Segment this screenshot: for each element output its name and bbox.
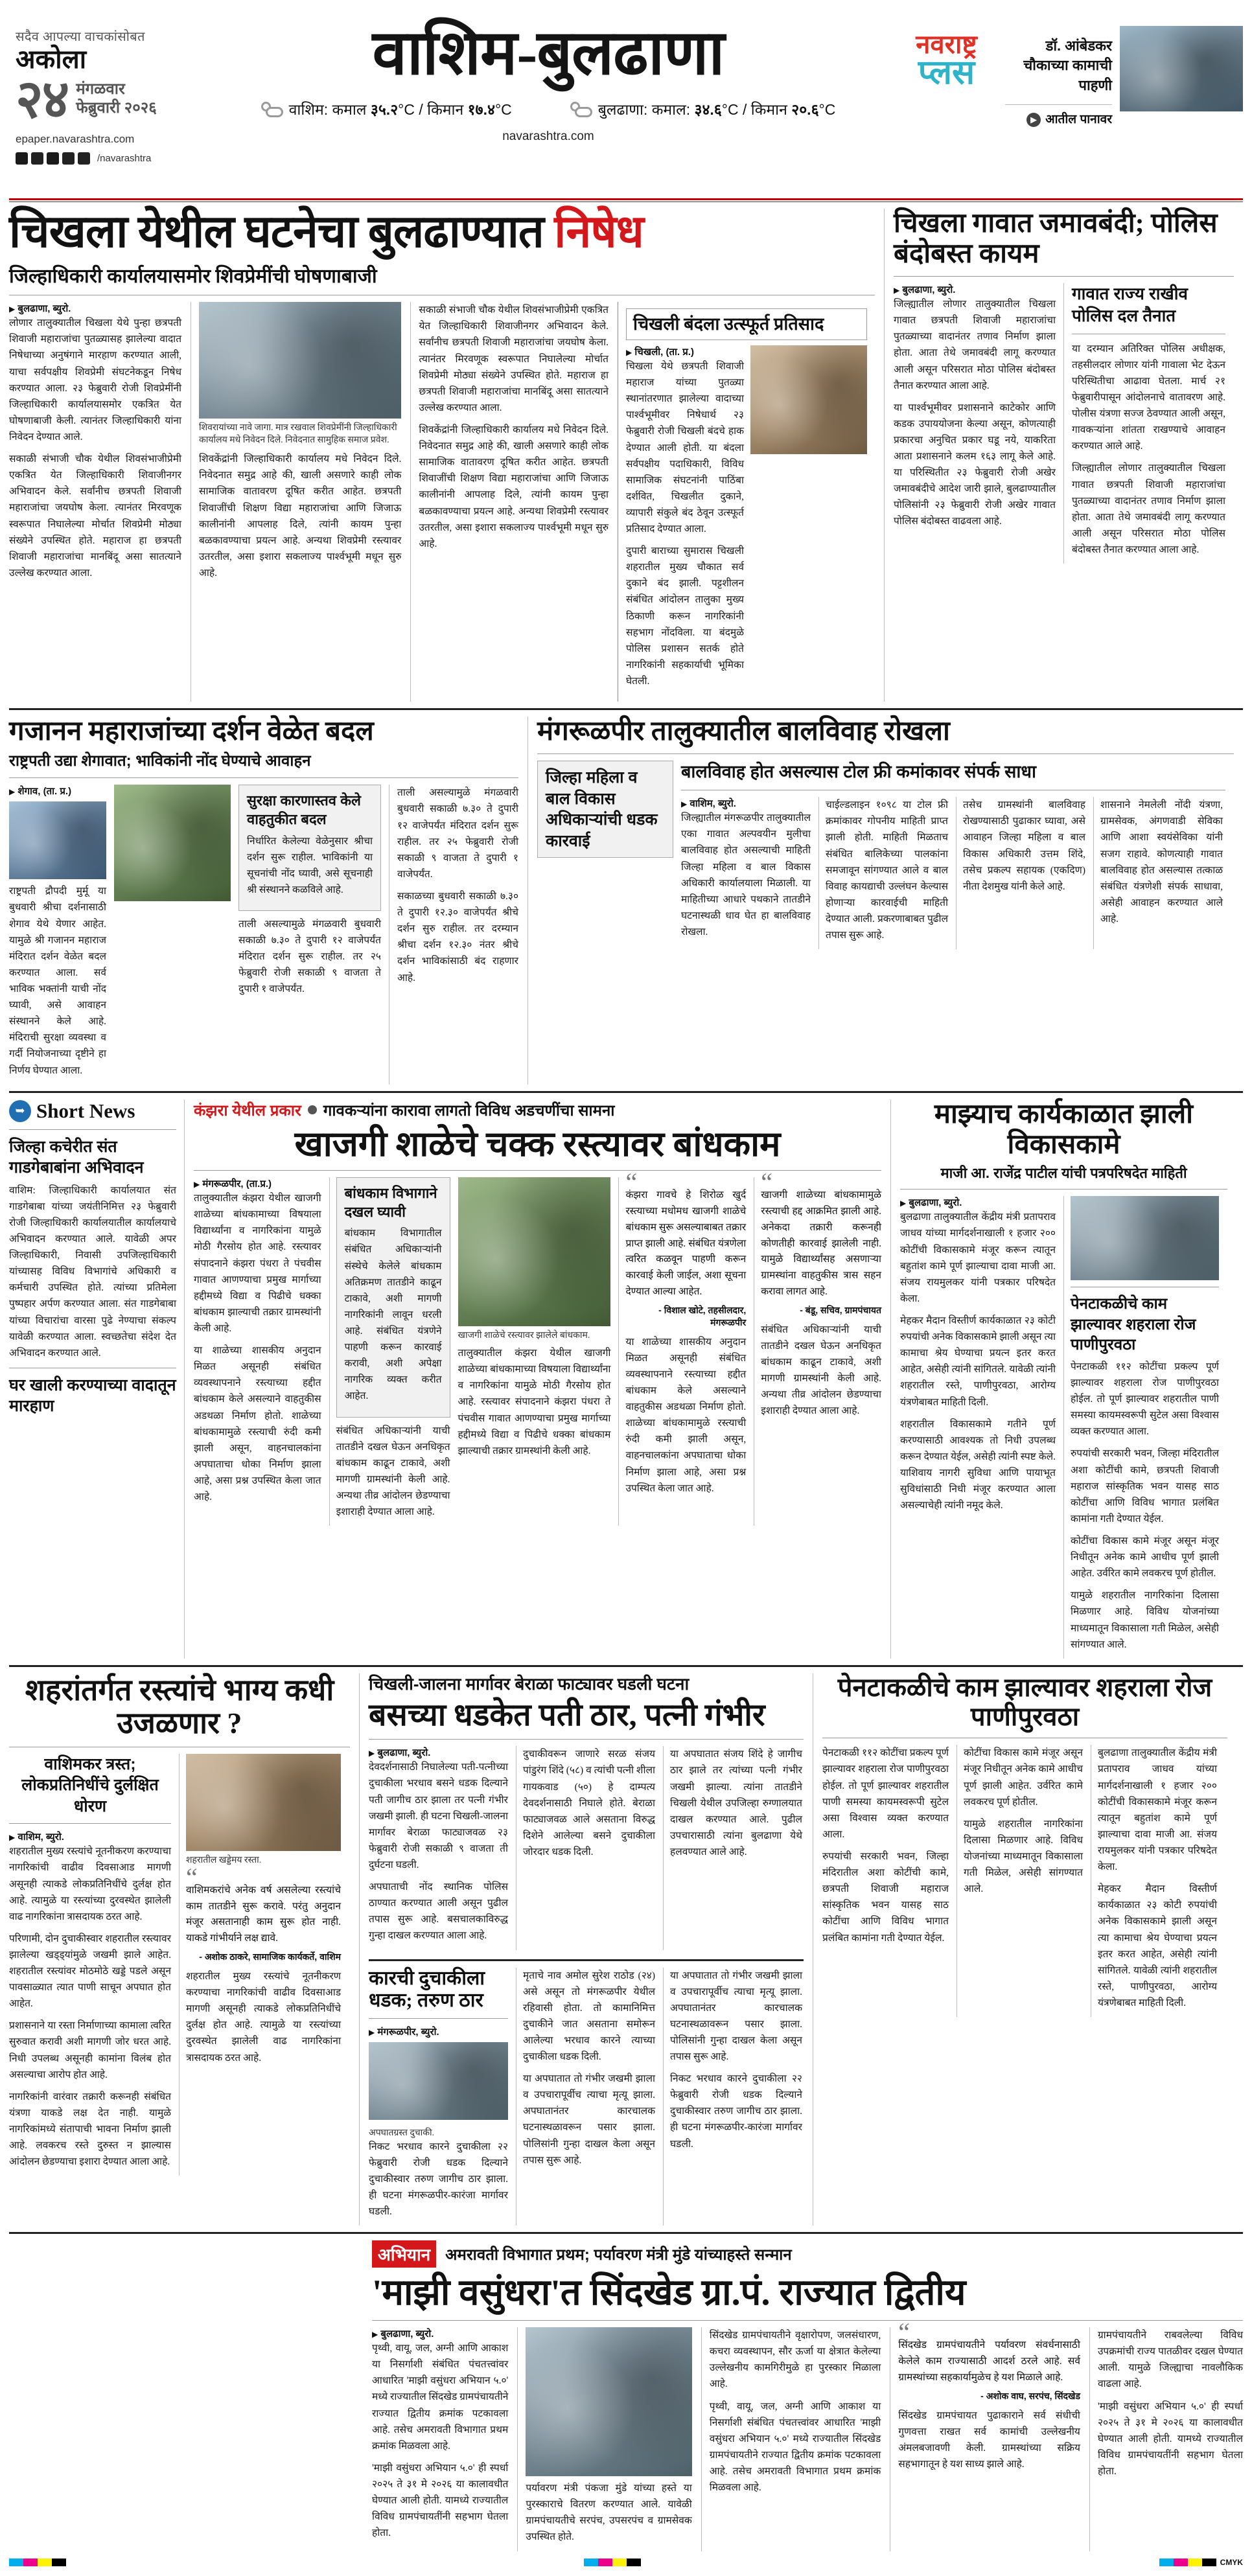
social-links[interactable] — [16, 152, 203, 165]
khajagi-quote-1 — [618, 1167, 747, 1526]
weather-unit-3: °C — [721, 101, 739, 118]
quote-open-icon-2: “ — [761, 1167, 772, 1197]
bus-section — [359, 1673, 813, 2226]
abhiyan-side-para-2: रुपयांची सरकारी भवन, जिल्हा मंदिरातील अशा कोटींची कामे, छत्रपती शिवाजी महाराज सांस्कृतिक भवन यासह साठ कोटींचा आणि विविध भागात प्रलंबित कामांना गती देण्यात येईल. — [822, 1851, 949, 1944]
masthead-tagline: सदैव आपल्या वाचकांसोबत — [16, 30, 145, 44]
abhiyan-headline: 'माझी वसुंधरा'त सिंदखेड ग्रा.पं. राज्यात द्वितीय — [372, 2273, 966, 2314]
abhiyan-quote: सिंदखेड ग्रामपंचायतीने पर्यावरण संवर्धनासाठी केलेले काम राज्यासाठी आदर्श ठरले आहे. सर्व ग्रामस्थांच्या सहकार्यामुळेच हे यश मिळाले आहे. — [898, 2340, 1080, 2383]
vikas-sub-para-3: कोटींचा विकास कामे मंजूर असून मंजूर निधीतून अनेक कामे आधीच पूर्ण झाली आहेत. उर्वरित कामे लवकरच पूर्ण होतील. — [1071, 1535, 1219, 1580]
short-news-item-2-title: घर खाली करण्याच्या वादातून मारहाण — [9, 1375, 176, 1416]
rastyanche-col-2 — [179, 1754, 341, 2176]
balvivah-byline-text: वाशिम, ब्युरो. — [690, 798, 736, 810]
rastyanche-quote: वाशिमकरांचे अनेक वर्ष असलेल्या रस्त्यांचे काम तातडीने सुरू करावे. परंतु अनुदान मंजूर असतानाही काम सुरू होत नाही. याकडे गांभीर्याने लक्ष द्यावे. — [186, 1884, 341, 1944]
sun-cloud-icon-2 — [570, 100, 592, 117]
balvivah-subhead: बालविवाह होत असल्यास टोल फ्री कमांकावर संपर्क साधा — [681, 762, 1036, 782]
inner-page-link[interactable] — [1005, 104, 1112, 128]
vikas-right-headline: पेनटाकळीचे काम झाल्यावर शहराला रोज पाणीपुरवठा — [837, 1672, 1212, 1731]
balvivah-byline: ▶ वाशिम, ब्युरो. — [681, 798, 736, 810]
bus-kar-divider — [369, 1959, 804, 1961]
khajagi-para-4: तालुक्यातील कंझरा येथील खाजगी शाळेच्या बांधकामाच्या विषयाला विद्यार्थ्यांना व नागरिकांना यामुळे मोठी गैरसोय होत आहे. रस्त्यावर संपादनाने कंझरा पंधरा ते पंचवीस गावात आणण्याचा प्रमुख मार्गाच्या हद्दीमध्ये विद्या व पिढीचे धक्का बांधकाम झाल्याची तक्रार ग्रामस्थांनी केली आहे. — [458, 1348, 611, 1456]
cmyk-bar-center — [584, 2559, 641, 2566]
abhiyan-quote-col — [890, 2317, 1080, 2551]
khajagi-kicker-rest: गावकऱ्यांना कारावा लागतो विविध अडचणींचा सामना — [323, 1101, 615, 1120]
quote-open-icon-4: “ — [898, 2317, 910, 2347]
cmyk-label: CMYK — [1220, 2557, 1243, 2567]
navarashtra-plus-logo — [893, 26, 1000, 89]
gajanan-subhead: राष्ट्रपती उद्या शेगावात; भाविकांनी नोंद घेण्याचे आवाहन — [9, 752, 311, 770]
box-chikhli-para-1: चिखला येथे छत्रपती शिवाजी महाराज यांच्या पुतळ्या स्थानांतरणात झालेल्या वादाच्या पार्श्वभूमीवर निषेधार्थ २३ फेब्रुवारी रोजी चिखली बंदचे हाक देण्यात आली होती. या बंदला सर्वपक्षीय पदाधिकारी, विविध सामाजिक संघटनांनी पाठिंबा दर्शवित, चिखलीत दुकाने, व्यापारी संकुले बंद ठेवून उत्स्फूर्त प्रतिसाद देण्यात आला. — [626, 360, 744, 535]
abhiyan-right-col — [813, 1673, 1227, 2226]
weather-min-label-2: किमान — [750, 101, 787, 118]
vikas-sub-para-4: यामुळे शहरातील नागरिकांना दिलासा मिळणार आहे. विविध योजनांच्या माध्यमातून विकासाला गती मिळेल, असेही सांगण्यात आले. — [1071, 1590, 1219, 1650]
abhiyan-header — [372, 2240, 1243, 2268]
row-2 — [9, 717, 1243, 1085]
bullet-icon — [308, 1105, 317, 1114]
masthead-left — [9, 14, 203, 165]
masthead-divider-red — [9, 198, 1243, 200]
vikas-col-1 — [900, 1196, 1056, 1658]
bus-para-4: या अपघातात संजय शिंदे हे जागीच ठार झाले तर त्यांच्या पत्नी गंभीर जखमी झाल्या. त्यांना तातडीने चिखली येथील उपजिल्हा रुग्णालयात दाखल करण्यात आले. पुढील उपचारासाठी त्यांना बुलढाणा येथे हलवण्यात आले आहे. — [670, 1749, 802, 1857]
rastyanche-photo — [186, 1754, 341, 1851]
gajanan-col3-text: ताली असल्यामुळे मंगळवारी बुधवारी सकाळी ७.३० ते दुपारी १२ वाजेपर्यंत मंदिरात दर्शन सुरू राहील. तर २५ फेब्रुवारी रोजी सकाळी ९ वाजता ते दुपारी १ वाजेपर्यंत. — [238, 918, 381, 995]
weather-strip — [203, 98, 893, 119]
cmyk-m — [23, 2559, 38, 2566]
bus-byline-text: बुलढाणा, ब्युरो. — [377, 1747, 431, 1759]
gajanan-col4-text-2: सकाळच्या बुधवारी सकाळी ७.३० ते दुपारी १२.३० वाजेपर्यंत श्रीचे दर्शन सुरु राहील. तर दरम्यान श्रीचा दर्शन १२.३० नंतर श्रीचे दर्शन भाविकांसाठी बंद राहणार आहे. — [397, 891, 518, 983]
balvivah-section — [527, 717, 1234, 1085]
weather-min-2: २०.६ — [791, 101, 819, 118]
vikas-sub-headline: पेनटाकळीचे काम झाल्यावर शहराला रोज पाणीपुरवठा — [1071, 1295, 1196, 1353]
vikas-para-2: मेहकर मैदान विस्तीर्ण कार्यकाळात २३ कोटी रुपयांची अनेक विकासकामे झाली असून त्या कामाचा श्रेय घेण्याचा प्रयत्न इतर करत आहेत, असेही त्यांनी सांगितले. यावेळी त्यांनी शहरातील रस्ते, पाणीपुरवठा, आरोग्य यंत्रणेबाबत माहिती दिली. — [900, 1315, 1056, 1408]
weather-unit: °C — [398, 101, 415, 118]
gajanan-subbox-body: निर्धारित केलेल्या वेळेनुसार श्रीचा दर्शन सुरू राहील. भाविकांनी या सूचनांची नोंद घ्यावी, असे सूचनाही श्री संस्थानने कळविले आहे. — [247, 835, 373, 895]
khajagi-subbox-title: बांधकाम विभागाने दखल घ्यावी — [344, 1185, 437, 1220]
balvivah-para-4: शासनाने नेमलेली नोंदी यंत्रणा, ग्रामसेवक, अंगणवाडी सेविका आणि आशा स्वयंसेविका यांनी सजग राहावे. कोणत्याही गावात बालविवाह होत असल्यास तत्काळ संबंधित यंत्रणेशी संपर्क साधावा, असेही आवाहन करण्यात आले आहे. — [1100, 799, 1223, 925]
rastyanche-headline: शहरांतर्गत रस्त्यांचे भाग्य कधी उजळणार ? — [25, 1673, 334, 1740]
lead-row — [9, 209, 1243, 702]
right-top-headline: चिखला गावात जमावबंदी; पोलिस बंदोबस्त कायम — [894, 209, 1218, 270]
short-news-arrow-icon: ➥ — [9, 1100, 31, 1122]
lead-para-1: लोणार तालुक्यातील चिखला येथे पुन्हा छत्रपती शिवाजी महाराजांचा पुतळ्यासह झालेल्या वादात निषेधाच्या अनुषंगाने मारहाण करण्यात आली, याचा सर्वपक्षीय शिवप्रेमी संघटनेकडून निषेध करण्यात आला. २३ फेब्रुवारी रोजी शिवप्रेमींनी जिल्हाधिकारी कार्यालयासमोर एकत्रित येत घोषणाबाजी केली. त्यानंतर जिल्हाधिकारी यांना निवेदन देण्यात आले. — [9, 317, 182, 443]
box-chikhli-byline: ▶ चिखली, (ता. प्र.) — [626, 346, 694, 358]
khajagi-quote-2 — [754, 1167, 882, 1526]
kar-col-1 — [369, 1968, 508, 2226]
weather-city-label-2: बुलढाणा: कमाल: — [597, 101, 691, 118]
lead-headline-red: निषेध — [554, 207, 643, 257]
gajanan-section — [9, 717, 527, 1085]
cmyk-bar-right — [1159, 2558, 1243, 2567]
bus-para-3: दुचाकीवरून जाणारे सरळ संजय पांडुरंग शिंदे (५८) व त्यांची पत्नी शीला गायकवाड (५०) हे दाम्पत्य देवदर्शनासाठी निघाले होते. बेराळा फाट्याजवळ आले असताना विरुद्ध दिशेने आलेल्या बसने दुचाकीला जोरदार धडक दिली. — [523, 1749, 655, 1857]
lead-left — [9, 209, 884, 702]
rastyanche-photo-caption: शहरातील खड्डेमय रस्ता. — [186, 1855, 262, 1865]
khajagi-quote-2-text: खाजगी शाळेच्या बांधकामामुळे रस्त्याची हद्द आक्रमित झाली आहे. अनेकदा तक्रारी करूनही कोणतीही कारवाई झालेली नाही. यामुळे विद्यार्थ्यांसह असणाऱ्या ग्रामस्थांना वाहतुकीस त्रास सहन करावा लागत आहे. — [761, 1190, 882, 1297]
abhiyan-para-6: सिंदखेड ग्रामपंचायत पुढाकाराने सर्व संधीची गुणवत्ता राखत सर्व कामांची उल्लेखनीय अंमलबजावणी केली. ग्रामस्थांच्या सक्रिय सहभागातून हे यश साध्य झाले आहे. — [898, 2409, 1080, 2470]
khajagi-byline: ▶ मंगरूळपीर, (ता.प्र.) — [194, 1179, 272, 1190]
bus-headline: बसच्या धडकेत पती ठार, पत्नी गंभीर — [369, 1697, 765, 1732]
khajagi-col-2 — [329, 1177, 450, 1526]
cmyk-c — [9, 2559, 23, 2566]
lead-photo-1 — [199, 302, 401, 419]
vikas-photo — [1071, 1196, 1219, 1280]
sun-cloud-icon — [261, 100, 283, 117]
bus-kicker: चिखली-जालना मार्गावर बेराळा फाट्यावर घडली घटना — [369, 1673, 690, 1694]
box-chikhli-byline-text: चिखली, (ता. प्र.) — [634, 346, 694, 358]
cmyk-y — [38, 2559, 52, 2566]
rastyanche-section — [9, 1673, 359, 2226]
right-top-byline: ▶ बुलढाणा, ब्युरो. — [894, 284, 956, 296]
khajagi-para-1: तालुक्यातील कंझरा येथील खाजगी शाळेच्या बांधकामाच्या विषयाला विद्यार्थ्यांना व नागरिकांना यामुळे मोठी गैरसोय होत आहे. रस्त्यावर संपादनाने कंझरा पंधरा ते पंचवीस गावात आणण्याचा प्रमुख मार्गाच्या हद्दीमध्ये विद्या व पिढीचे धक्का बांधकाम झाल्याची तक्रार ग्रामस्थांनी केली आहे. — [194, 1193, 321, 1335]
balvivah-para-1: जिल्ह्यातील मंगरूळपीर तालुक्यातील एका गावात अल्पवयीन मुलीचा बालविवाह होत असल्याची माहिती जिल्हा महिला व बाल विकास अधिकारी कार्यालयाला मिळाली. या माहितीच्या आधारे पथकाने तातडीने घटनास्थळी धाव घेत हा बालविवाह रोखला. — [681, 812, 811, 938]
lead-col3-para-2: शिवकेंद्रांनी जिल्हाधिकारी कार्यालय मधे निवेदन दिले. निवेदनात समुद्र आहे की, खाली असणारे काही लोक सामाजिक वातावरण दूषित करीत आहेत. छत्रपती शिवाजींची शिक्षण विद्या महाराजांचा आणि जिजाऊ कालीनांनी आपलाह दिले, त्यांनी कायम पुन्हा बळकावण्याचा प्रयत्न आहे. अन्यथा शिवप्रेमी रस्त्यावर उतरतील, असा इशारा सकलाज्य पार्श्वभूमी मधून सुरु आहे. — [419, 424, 609, 549]
gajanan-byline-text: शेगाव, (ता. प्र.) — [17, 786, 72, 798]
lead-byline: ▶ बुलढाणा, ब्युरो. — [9, 303, 71, 315]
abhiyan-photo — [526, 2327, 691, 2476]
kar-col-2 — [516, 1968, 655, 2226]
khajagi-quote-2-attr: - बंडू, सचिव, ग्रामपंचायत — [800, 1304, 882, 1315]
lead-para-2: सकाळी संभाजी चौक येथील शिवसंभाजीप्रेमी एकत्रित येत जिल्हाधिकारी शिवाजीनगर अभिवादन केले. सर्वांनीच छत्रपती शिवाजी महाराजांचा जयघोष केला. त्यानंतर मिरवणूक स्वरूपात निघालेल्या मोर्चात शिवप्रेमी मोठ्या संख्येने उपस्थित होते. महाराज हा छत्रपती शिवाजी महाराजांचा मानबिंदू असा सातत्याने उल्लेख करण्यात आला. — [9, 454, 182, 579]
balvivah-para-2: चाईल्डलाइन १०९८ या टोल फ्री क्रमांकावर गोपनीय माहिती प्राप्त झाली होती. माहिती मिळताच संबंधित बालिकेच्या पालकांना समजावून सांगण्यात आले व बाल विवाह कायद्याची उल्लंघन केल्यास होणाऱ्या कारवाईची माहिती देण्यात आली. प्रकरणाबाबत पुढील तपास सुरू आहे. — [826, 799, 948, 941]
lead-col2-para: शिवकेंद्रांनी जिल्हाधिकारी कार्यालय मधे निवेदन दिले. निवेदनात समुद्र आहे की, खाली असणारे काही लोक सामाजिक वातावरण दूषित करीत आहेत. छत्रपती शिवाजींची शिक्षण विद्या महाराजांचा आणि जिजाऊ कालीनांनी आपलाह दिले, त्यांनी कायम पुन्हा बळकावण्याचा प्रयत्न आहे. अन्यथा शिवप्रेमी रस्त्यावर उतरतील, असा इशारा सकलाज्य पार्श्वभूमी मधून सुरु आहे. — [199, 454, 402, 579]
date-year: २०२६ — [124, 99, 157, 117]
abhiyan-para-3: पर्यावरण मंत्री पंकजा मुंडे यांच्या हस्ते या पुरस्काराचे वितरण करण्यात आले. यावेळी ग्रामपंचायतीचे सरपंच, उपसरपंच व ग्रामसेवक उपस्थित होते. — [526, 2483, 692, 2543]
date-month-year — [76, 98, 156, 117]
abhiyan-para-8: 'माझी वसुंधरा अभियान ५.०' ही स्पर्धा २०२५ ते ३१ मे २०२६ या कालावधीत घेण्यात आली होती. यामध्ये राज्यातील विविध ग्रामपंचायतींनी सहभाग घेतला होता. — [1097, 2400, 1243, 2478]
masthead-city: अकोला — [16, 45, 87, 74]
rastyanche-para-5: शहरातील मुख्य रस्त्यांचे नूतनीकरण करण्याचा नागरिकांची वाढीव दिवसाआड मागणी असूनही त्याकडे लोकप्रतिनिधींचे दुर्लक्ष होत आहे. त्यामुळे या रस्त्यांच्या दुरवस्थेत झालेली वाढ नागरिकांना त्रासदायक ठरत आहे. — [186, 1970, 341, 2064]
right-top-para-4: जिल्ह्यातील लोणार तालुक्यातील चिखला गावात छत्रपती शिवाजी महाराजांचा पुतळ्याच्या वादानंतर तणाव निर्माण झाला होता. आता तेथे जमावबंदी लागू करण्यात आली असून परिसरात मोठा पोलिस बंदोबस्त तैनात करण्यात आला आहे. — [1072, 463, 1225, 555]
rastyanche-para-2: परिणामी, दोन दुचाकीस्वार शहरातील रस्त्यावर झालेल्या खड्ड्यांमुळे जखमी झाले आहेत. शहरातील रस्त्यांवर मोठमोठे खड्डे पडले असून पावसाळ्यात त्यात पाणी साचून अपघात होत आहेत. — [9, 1933, 171, 2010]
abhiyan-side-para-4: यामुळे शहरातील नागरिकांना दिलासा मिळणार आहे. विविध योजनांच्या माध्यमातून विकासाला गती मिळेल, असेही सांगण्यात आले. — [964, 1818, 1083, 1895]
weather-min: १७.४ — [467, 101, 495, 118]
short-news-section — [9, 1099, 184, 1659]
lead-headline — [9, 209, 875, 257]
khajagi-subbox-body: बांधकाम विभागातील संबंधित अधिकाऱ्यांनी संस्थेचे केलेले बांधकाम अतिक्रमण तातडीने काढून टाकावे, अशी मागणी नागरिकांनी लावून धरली आहे. संबंधित यंत्रणेने पाहणी करून कारवाई करावी, अशी अपेक्षा नागरिक व्यक्त करीत आहेत. — [344, 1228, 442, 1402]
vikas-para-1: बुलढाणा तालुक्यातील केंद्रीय मंत्री प्रतापराव जाधव यांच्या मार्गदर्शनाखाली १ हजार २०० कोटींची विकासकामे मंजूर करून त्यातून बहुतांश कामे पूर्ण झाल्याचा दावा माजी आ. संजय रायमुलकर यांनी पत्रकार परिषदेत केला. — [900, 1212, 1056, 1304]
weather-max-2: ३४.६ — [694, 101, 722, 118]
cmyk-k — [52, 2559, 66, 2566]
weather-buldhana: बुलढाणा: कमाल: ३४.६°C / किमान २०.६°C — [570, 98, 836, 119]
lead-box-chikhli — [618, 302, 875, 702]
vikas-col-2 — [1063, 1196, 1219, 1658]
lead-headline-main: चिखला येथील घटनेचा बुलढाण्यात — [9, 207, 555, 257]
abhiyan-side-para-5: बुलढाणा तालुक्यातील केंद्रीय मंत्री प्रतापराव जाधव यांच्या मार्गदर्शनाखाली १ हजार २०० कोटींची विकासकामे मंजूर करून त्यातून बहुतांश कामे पूर्ण झाल्याचा दावा माजी आ. संजय रायमुलकर यांनी पत्रकार परिषदेत केला. — [1098, 1747, 1217, 1873]
bus-col-2 — [516, 1746, 655, 1949]
abhiyan-section — [9, 2240, 1243, 2551]
inner-page-label: आतील पानावर — [1045, 113, 1112, 127]
masthead-date — [16, 70, 203, 129]
right-top-para-2: या पार्श्वभूमीवर प्रशासनाने काटेकोर आणि कडक उपाययोजना केल्या असून, कोणत्याही प्रकारचा अनुचित प्रकार घडू नये, याकरिता आता प्रशासनाने कलम १६३ लागू केले आहे. या परिस्थितीत २३ फेब्रुवारी रोजी अखेर जमावबंदीचे आदेश जारी झाले, बुलढाण्यातील पोलिसांनी २३ फेब्रुवारी रोजी अखेर गावात पोलिस बंदोबस्त वाढवला आहे. — [894, 402, 1056, 527]
khajagi-para-5: या शाळेच्या शासकीय अनुदान मिळत असूनही संबंधित व्यवस्थापनाने रस्त्याच्या हद्दीत बांधकाम केले असल्याने वाहतुकीस अडथळा निर्माण होतो. शाळेच्या बांधकामामुळे रस्त्याची रुंदी कमी झाली असून, वाहनचालकांना अपघाताचा धोका निर्माण झाला आहे, असा प्रश्न उपस्थित केला जात आहे. — [625, 1336, 747, 1494]
masthead-divider-thin — [9, 201, 1243, 202]
kar-para-3: या अपघातात तो गंभीर जखमी झाला व उपचारापूर्वीच त्याचा मृत्यू झाला. अपघातानंतर कारचालक घटनास्थळावरून पसार झाला. पोलिसांनी गुन्हा दाखल केला असून तपास सुरू आहे. — [523, 2073, 655, 2166]
khajagi-photo — [458, 1177, 611, 1326]
vikas-headline: माझ्याच कार्यकाळात झाली विकासकामे — [934, 1099, 1194, 1160]
kar-para-1: निकट भरधाव कारने दुचाकीला २२ फेब्रुवारी रोजी धडक दिल्याने दुचाकीस्वार तरुण जागीच ठार झाला. ही घटना मंगरूळपीर-कारंजा मार्गावर घडली. — [369, 2141, 508, 2218]
abhiyan-col-3 — [701, 2327, 881, 2551]
vikas-sub-para-1: पेनटाकळी ११२ कोटींचा प्रकल्प पूर्ण झाल्यावर शहराला रोज पाणीपुरवठा होईल. तो पूर्ण झाल्यावर शहरातील पाणी समस्या कायमस्वरूपी सुटेल असा विश्वास व्यक्त करण्यात आला. — [1071, 1361, 1219, 1438]
bus-col-1 — [369, 1746, 508, 1949]
gajanan-photo-temple — [114, 785, 231, 901]
balvivah-col-kicker — [537, 761, 673, 949]
quote-open-icon: “ — [625, 1167, 638, 1197]
box-chikhli-title: चिखली बंदला उत्स्फूर्त प्रतिसाद — [633, 314, 824, 334]
rastyanche-para-1: शहरातील मुख्य रस्त्यांचे नूतनीकरण करण्याचा नागरिकांची वाढीव दिवसाआड मागणी असूनही त्याकडे लोकप्रतिनिधींचे दुर्लक्ष होत आहे. त्यामुळे या रस्त्यांच्या दुरवस्थेत झालेली वाढ नागरिकांना त्रासदायक ठरत आहे. — [9, 1846, 171, 1922]
khajagi-subbox — [336, 1177, 450, 1417]
masthead-right — [893, 14, 1243, 128]
kar-photo — [369, 2042, 508, 2120]
rastyanche-para-3: प्रशासनाने या रस्ता निर्माणाच्या कामाला त्वरित सुरुवात करावी अशी मागणी जोर धरत आहे. निधी उपलब्ध असूनही कामांना विलंब होत असल्याचा आरोप होत आहे. — [9, 2020, 171, 2080]
vikas-subhead: माजी आ. राजेंद्र पाटील यांची पत्रपरिषदेत माहिती — [940, 1164, 1187, 1181]
gajanan-subbox — [238, 785, 381, 911]
row-3 — [9, 1099, 1243, 1659]
kar-para-4: या अपघातात तो गंभीर जखमी झाला व उपचारापूर्वीच त्याचा मृत्यू झाला. अपघातानंतर कारचालक घटनास्थळावरून पसार झाला. पोलिसांनी गुन्हा दाखल केला असून तपास सुरू आहे. — [670, 1970, 802, 2063]
balvivah-kicker: जिल्हा महिला व बाल विकास अधिकाऱ्यांची धडक कारवाई — [546, 768, 658, 850]
abhiyan-para-5: पृथ्वी, वायू, जल, अग्नी आणि आकाश या निसर्गाशी संबंधित पंचतत्त्वांवर आधारित 'माझी वसुंधरा अभियान ५.०' मध्ये राज्यातील सिंदखेड ग्रामपंचायतीने राज्यात द्वितीय क्रमांक पटकावला आहे. तसेच अमरावती विभागात प्रथम क्रमांक मिळवला आहे. — [709, 2400, 881, 2494]
kar-para-2: मृताचे नाव अमोल सुरेश राठोड (२४) असे असून तो मंगरूळपीर येथील रहिवासी होता. तो कामानिमित्त दुचाकीने जात असताना समोरून आलेल्या भरधाव कारने त्याच्या दुचाकीला धडक दिली. — [523, 1970, 655, 2063]
abhiyan-para-2: 'माझी वसुंधरा अभियान ५.०' ही स्पर्धा २०२५ ते ३१ मे २०२६ या कालावधीत घेण्यात आली होती. यामध्ये राज्यातील विविध ग्रामपंचायतींनी सहभाग घेतला होता. — [372, 2462, 509, 2539]
vikas-sub-para-2: रुपयांची सरकारी भवन, जिल्हा मंदिरातील अशा कोटींची कामे, छत्रपती शिवाजी महाराज सांस्कृतिक भवन यासह साठ कोटींचा आणि विविध भागात प्रलंबित कामांना गती देण्यात येईल. — [1071, 1448, 1219, 1524]
balvivah-main — [681, 761, 1225, 949]
gajanan-intro: राष्ट्रपती द्रौपदी मुर्मू या बुधवारी श्रीचा दर्शनासाठी शेगाव येथे येणार आहेत. यामुळे श्री गजानन महाराज मंदिरात दर्शन वेळेत बदल करण्यात आला. सर्व भाविक भक्तांनी याची नोंद घ्यावी, असे आवाहन संस्थानने केले आहे. मंदिराची सुरक्षा व्यवस्था व गर्दी नियोजनाच्या दृष्टीने हा निर्णय घेण्यात आला. — [9, 886, 106, 1076]
lead-col-1 — [9, 302, 181, 702]
weather-city-label: वाशिम: कमाल — [288, 101, 367, 118]
right-top-kicker: गावात राज्य राखीव पोलिस दल तैनात — [1072, 284, 1188, 325]
short-news-logo — [9, 1099, 176, 1123]
masthead-photo-caption: डॉ. आंबेडकर चौकाच्या कामाची पाहणी — [1023, 38, 1112, 93]
date-day-number: २४ — [16, 70, 69, 129]
arrow-right-icon: ▶ — [1026, 113, 1041, 127]
rastyanche-kicker: वाशिमकर त्रस्त; लोकप्रतिनिधींचे दुर्लक्षित धोरण — [21, 1754, 159, 1815]
khajagi-para-2: या शाळेच्या शासकीय अनुदान मिळत असूनही संबंधित व्यवस्थापनाने रस्त्याच्या हद्दीत बांधकाम केले असल्याने वाहतुकीस अडथळा निर्माण होतो. शाळेच्या बांधकामामुळे रस्त्याची रुंदी कमी झाली असून, वाहनचालकांना अपघाताचा धोका निर्माण झाला आहे, असा प्रश्न उपस्थित केला जात आहे. — [194, 1345, 321, 1503]
gajanan-photo-president — [9, 801, 106, 879]
weather-washim: वाशिम: कमाल ३५.२°C / किमान १७.४°C — [261, 98, 512, 119]
weather-unit-2: °C — [494, 101, 512, 118]
social-handle: /navarashtra — [97, 152, 152, 164]
bus-para-2: अपघाताची नोंद स्थानिक पोलिस ठाण्यात करण्यात आली असून पुढील तपास सुरू आहे. बसचालकाविरुद्ध गुन्हा दाखल करण्यात आला आहे. — [369, 1881, 508, 1942]
khajagi-kicker-row — [194, 1099, 881, 1121]
lead-col-2 — [191, 302, 401, 702]
youtube-icon[interactable] — [62, 152, 75, 165]
abhiyan-quote-attr: - अशोक वाघ, सरपंच, सिंदखेड — [980, 2390, 1080, 2401]
khajagi-kicker-red: कंझरा येथील प्रकार — [194, 1101, 301, 1120]
section-divider-3 — [9, 1665, 1243, 1667]
gajanan-col4-text-1: ताली असल्यामुळे मंगळवारी बुधवारी सकाळी ७.३० ते दुपारी १२ वाजेपर्यंत मंदिरात दर्शन सुरू राहील. तर २५ फेब्रुवारी रोजी सकाळी ९ वाजता ते दुपारी १ वाजेपर्यंत. — [397, 787, 518, 880]
lead-subhead: जिल्हाधिकारी कार्यालयासमोर शिवप्रेमींची घोषणाबाजी — [9, 266, 377, 288]
abhiyan-photo-col — [517, 2327, 691, 2551]
khajagi-para-6: संबंधित अधिकाऱ्यांनी याची तातडीने दखल घेऊन अनधिकृत बांधकाम काढून टाकावे, अशी मागणी ग्रामस्थांनी केली आहे. अन्यथा तीव्र आंदोलन छेडण्याचा इशाराही देण्यात आला आहे. — [761, 1324, 882, 1417]
vikas-para-3: शहरातील विकासकामे गतीने पूर्ण करण्यासाठी आवश्यक तो निधी उपलब्ध करून देण्यात येईल, असेही त्यांनी स्पष्ट केले. याशिवाय नागरी सुविधा आणि पायाभूत सुविधांसाठी निधी मंजूर करण्यात आला असल्याचेही त्यांनी नमूद केले. — [900, 1418, 1056, 1512]
epaper-url[interactable]: epaper.navarashtra.com — [16, 132, 135, 145]
quote-open-icon-3: “ — [186, 1862, 198, 1892]
rastyanche-byline: ▶ वाशिम, ब्युरो. — [9, 1832, 64, 1843]
row-4 — [9, 1673, 1243, 2226]
vikas-byline: ▶ बुलढाणा, ब्युरो. — [900, 1197, 962, 1209]
cmyk-bar-left — [9, 2559, 66, 2566]
kar-section — [369, 1968, 804, 2226]
masthead-photo-caption-block — [1000, 26, 1120, 128]
facebook-icon[interactable] — [16, 152, 28, 165]
weather-unit-4: °C — [818, 101, 836, 118]
masthead-photo — [1120, 26, 1243, 111]
linkedin-icon[interactable] — [78, 152, 90, 165]
rastyanche-col-1 — [9, 1754, 171, 2176]
gajanan-col-3 — [238, 785, 381, 1084]
right-top-divider — [894, 276, 1234, 277]
kar-byline: ▶ मंगरूळपीर, ब्युरो. — [369, 2026, 439, 2038]
lead-col-3 — [410, 302, 609, 702]
brand-plus: प्लस — [918, 54, 975, 91]
abhiyan-side-para-3: कोटींचा विकास कामे मंजूर असून मंजूर निधीतून अनेक कामे आधीच पूर्ण झाली आहेत. उर्वरित कामे लवकरच पूर्ण होतील. — [964, 1747, 1083, 1808]
balvivah-headline: मंगरूळपीर तालुक्यातील बालविवाह रोखला — [537, 717, 950, 747]
gajanan-col-4 — [389, 785, 518, 1084]
gajanan-col-1 — [9, 785, 106, 1084]
bus-col-3 — [663, 1746, 802, 1949]
box-chikhli-photo — [750, 345, 867, 454]
vikas-byline-text: बुलढाणा, ब्युरो. — [909, 1197, 962, 1209]
khajagi-photo-col — [458, 1177, 611, 1526]
newspaper-title: वाशिम-बुलढाणा — [372, 18, 725, 87]
brand-navarashtra: नवराष्ट्र — [916, 30, 977, 59]
right-top-para-3: या दरम्यान अतिरिक्त पोलिस अधीक्षक, तहसीलदार लोणार यांनी गावाला भेट देऊन परिस्थितीचा आढावा घेतला. मार्च २१ फेब्रुवारीपासून आंदोलनाचे वातावरण आहे. पोलीस यंत्रणा सज्ज ठेवण्यात आली असून, गावकऱ्यांना शांतता राखण्याचे आवाहन करण्यात आले आहे. — [1072, 343, 1225, 452]
vikas-section — [890, 1099, 1227, 1659]
right-top-para-1: जिल्ह्यातील लोणार तालुक्यातील चिखला गावात छत्रपती शिवाजी महाराजांचा पुतळ्याच्या वादानंतर तणाव निर्माण झाला होता. आता तेथे जमावबंदी लागू करण्यात आली असून परिसरात मोठा पोलिस बंदोबस्त तैनात करण्यात आला आहे. — [894, 299, 1056, 391]
abhiyan-kicker: अमरावती विभागात प्रथम; पर्यावरण मंत्री मुंडे यांच्याहस्ते सन्मान — [445, 2246, 792, 2264]
date-month: फेब्रुवारी — [76, 99, 121, 117]
bus-byline: ▶ बुलढाणा, ब्युरो. — [369, 1747, 431, 1759]
khajagi-headline: खाजगी शाळेचे चक्क रस्त्यावर बांधकाम — [294, 1124, 781, 1164]
bus-para-1: देवदर्शनासाठी निघालेल्या पती-पत्नीच्या दुचाकीला भरधाव बसने धडक दिल्याने पती जागीच ठार झाला तर पत्नी गंभीर जखमी झाली. ही घटना चिखली-जालना मार्गावर बेराळा फाट्याजवळ २३ फेब्रुवारी रोजी सकाळी ९ वाजता ती दुर्घटना घडली. — [369, 1762, 508, 1870]
abhiyan-badge: अभियान — [372, 2240, 436, 2268]
abhiyan-side-para-6: मेहकर मैदान विस्तीर्ण कार्यकाळात २३ कोटी रुपयांची अनेक विकासकामे झाली असून त्या कामाचा श्रेय घेण्याचा प्रयत्न इतर करत आहेत, असेही त्यांनी सांगितले. यावेळी त्यांनी शहरातील रस्ते, पाणीपुरवठा, आरोग्य यंत्रणेबाबत माहिती दिली. — [1098, 1883, 1217, 2008]
lead-right-col — [884, 209, 1234, 702]
kar-para-5: निकट भरधाव कारने दुचाकीला २२ फेब्रुवारी रोजी धडक दिल्याने दुचाकीस्वार तरुण जागीच ठार झाला. ही घटना मंगरूळपीर-कारंजा मार्गावर घडली. — [670, 2073, 802, 2150]
website-url[interactable]: navarashtra.com — [502, 130, 594, 143]
kar-byline-text: मंगरूळपीर, ब्युरो. — [377, 2026, 439, 2038]
gajanan-subbox-title: सुरक्षा कारणास्तव केले वाहतुकीत बदल — [247, 792, 361, 827]
right-top-byline-text: बुलढाणा, ब्युरो. — [902, 284, 956, 296]
masthead — [9, 0, 1243, 194]
gajanan-headline: गजानन महाराजांच्या दर्शन वेळेत बदल — [9, 717, 374, 747]
section-divider-2 — [9, 1091, 1243, 1093]
abhiyan-byline: ▶ बुलढाणा, ब्युरो. — [372, 2329, 434, 2340]
date-weekday: मंगळवार — [76, 80, 125, 98]
khajagi-byline-text: मंगरूळपीर, (ता.प्र.) — [202, 1179, 272, 1190]
khajagi-section — [184, 1099, 890, 1659]
masthead-center — [203, 14, 893, 144]
abhiyan-para-1: पृथ्वी, वायू, जल, अग्नी आणि आकाश या निसर्गाशी संबंधित पंचतत्त्वांवर आधारित 'माझी वसुंधरा अभियान ५.०' मध्ये राज्यातील सिंदखेड ग्रामपंचायतीने राज्यात द्वितीय क्रमांक पटकावला आहे. तसेच अमरावती विभागात प्रथम क्रमांक मिळवला आहे. — [372, 2343, 509, 2452]
gajanan-col-2 — [114, 785, 231, 1084]
short-news-item-1-body: वाशिम: जिल्हाधिकारी कार्यालयात संत गाडगेबाबा यांच्या जयंतीनिमित्त २३ फेब्रुवारी रोजी जिल्हाधिकारी कार्यालयातील कार्यालयाचे अभिवादन करण्यात आले. यावेळी अपर जिल्हाधिकारी, निवासी उपजिल्हाधिकारी यांच्यासह विविध विभागांचे अधिकारी व कर्मचारी उपस्थित होते. त्यांच्या प्रतिमेला पुष्पहार अर्पण करण्यात आला. संत गाडगेबाबा यांच्या विचारांचा वारसा पुढे नेण्याचा संकल्प यावेळी करण्यात आला. स्वच्छतेचा संदेश देत अभिवादन करण्यात आले. — [9, 1184, 176, 1359]
section-divider-4 — [9, 2232, 1243, 2234]
gajanan-byline: ▶ शेगाव, (ता. प्र.) — [9, 786, 72, 798]
weather-max: ३५.२ — [370, 101, 399, 118]
abhiyan-col-5 — [1089, 2327, 1243, 2551]
khajagi-para-3: संबंधित अधिकाऱ्यांनी याची तातडीने दखल घेऊन अनधिकृत बांधकाम काढून टाकावे, अशी मागणी ग्रामस्थांनी केली आहे. अन्यथा तीव्र आंदोलन छेडण्याचा इशाराही देण्यात आला आहे. — [336, 1425, 450, 1518]
weather-min-label: किमान — [427, 101, 464, 118]
short-news-item-1-title: जिल्हा कचेरीत संत गाडगेबाबांना अभिवादन — [9, 1137, 144, 1177]
khajagi-quote-1-attr: - विशाल खोटे, तहसीलदार, मंगरूळपीर — [658, 1304, 747, 1328]
rastyanche-quote-attr: - अशोक ठाकरे, सामाजिक कार्यकर्ते, वाशिम — [199, 1951, 341, 1962]
khajagi-col-1 — [194, 1177, 321, 1526]
abhiyan-side-para-1: पेनटाकळी ११२ कोटींचा प्रकल्प पूर्ण झाल्यावर शहराला रोज पाणीपुरवठा होईल. तो पूर्ण झाल्यावर शहरातील पाणी समस्या कायमस्वरूपी सुटेल असा विश्वास व्यक्त करण्यात आला. — [822, 1747, 949, 1840]
balvivah-para-3: तसेच ग्रामस्थांनी बालविवाह रोखण्यासाठी पुढाकार घ्यावा, असे आवाहन जिल्हा महिला व बाल विकास अधिकारी उत्तम शिंदे, तसेच प्रकल्प सहायक (एकदिण) नीता देशमुख यांनी केले आहे. — [963, 799, 1085, 892]
short-news-title: Short News — [36, 1099, 135, 1122]
box-chikhli-para-2: दुपारी बाराच्या सुमारास चिखली शहरातील मुख्य चौकात सर्व दुकाने बंद झाली. पट्टशीलन संबंधित आंदोलन तालुका मुख्य ठिकाणी करून नागरिकांनी सहभाग नोंदविला. या बंदमुळे पोलिस प्रशासन सतर्क होते नागरिकांनी सहकार्याची भूमिका घेतली. — [626, 546, 744, 687]
abhiyan-para-4: सिंदखेड ग्रामपंचायतीने वृक्षारोपण, जलसंधारण, कचरा व्यवस्थापन, सौर ऊर्जा या क्षेत्रात केलेल्या उल्लेखनीय कामगिरीमुळे हा पुरस्कार मिळाला आहे. — [709, 2330, 881, 2390]
lead-byline-text: बुलढाणा, ब्युरो. — [17, 303, 71, 315]
lead-col3-para-1: सकाळी संभाजी चौक येथील शिवसंभाजीप्रेमी एकत्रित येत जिल्हाधिकारी शिवाजीनगर अभिवादन केले. सर्वांनीच छत्रपती शिवाजी महाराजांचा जयघोष केला. त्यानंतर मिरवणूक स्वरूपात निघालेल्या मोर्चात शिवप्रेमी मोठ्या संख्येने उपस्थित होते. महाराज हा छत्रपती शिवाजी महाराजांचा मानबिंदू असा सातत्याने उल्लेख करण्यात आला. — [419, 305, 609, 413]
kar-col-3 — [663, 1968, 802, 2226]
khajagi-photo-caption: खाजगी शाळेचे रस्त्यावर झालेले बांधकाम. — [458, 1331, 590, 1341]
footer — [9, 2551, 1243, 2576]
rastyanche-para-4: नागरिकांनी वारंवार तक्रारी करूनही संबंधित यंत्रणा याकडे लक्ष देत नाही. यामुळे नागरिकांमध्ये संतापाची भावना निर्माण झाली आहे. लवकरच रस्ते दुरुस्त न झाल्यास आंदोलन छेडण्याचा इशारा देण्यात आला आहे. — [9, 2091, 171, 2168]
kar-headline: कारची दुचाकीला धडक; तरुण ठार — [369, 1967, 485, 2011]
abhiyan-para-7: ग्रामपंचायतीने राबवलेल्या विविध उपक्रमांची राज्य पातळीवर दखल घेण्यात आली. यामुळे जिल्ह्याचा नावलौकिक वाढला आहे. — [1097, 2330, 1243, 2390]
lead-photo-1-caption: शिवरायांच्या नावे जागा. मात्र रखवाल शिवप्रेमींनी जिल्हाधिकारी कार्यालय मधे निवेदन दिले. निवेदनात सामुहिक समाज प्रवेश. — [199, 423, 397, 446]
x-twitter-icon[interactable] — [31, 152, 43, 165]
abhiyan-byline-text: बुलढाणा, ब्युरो. — [380, 2329, 434, 2340]
kar-photo-caption: अपघातग्रस्त दुचाकी. — [369, 2128, 435, 2138]
section-divider-1 — [9, 708, 1243, 710]
instagram-icon[interactable] — [47, 152, 59, 165]
khajagi-quote-1-text: कंझरा गावचे हे शिरोळ खुर्द रस्त्याच्या मधोमध खाजगी शाळेचे बांधकाम सुरू असल्याबाबत तक्रार प्राप्त झाली आहे. संबंधित यंत्रणेला त्वरित कळवून पाहणी करून कारवाई केली जाईल, अशा सूचना देण्यात आल्या आहेत. — [625, 1190, 747, 1297]
rastyanche-byline-text: वाशिम, ब्युरो. — [17, 1832, 64, 1843]
abhiyan-col-1 — [372, 2327, 508, 2551]
